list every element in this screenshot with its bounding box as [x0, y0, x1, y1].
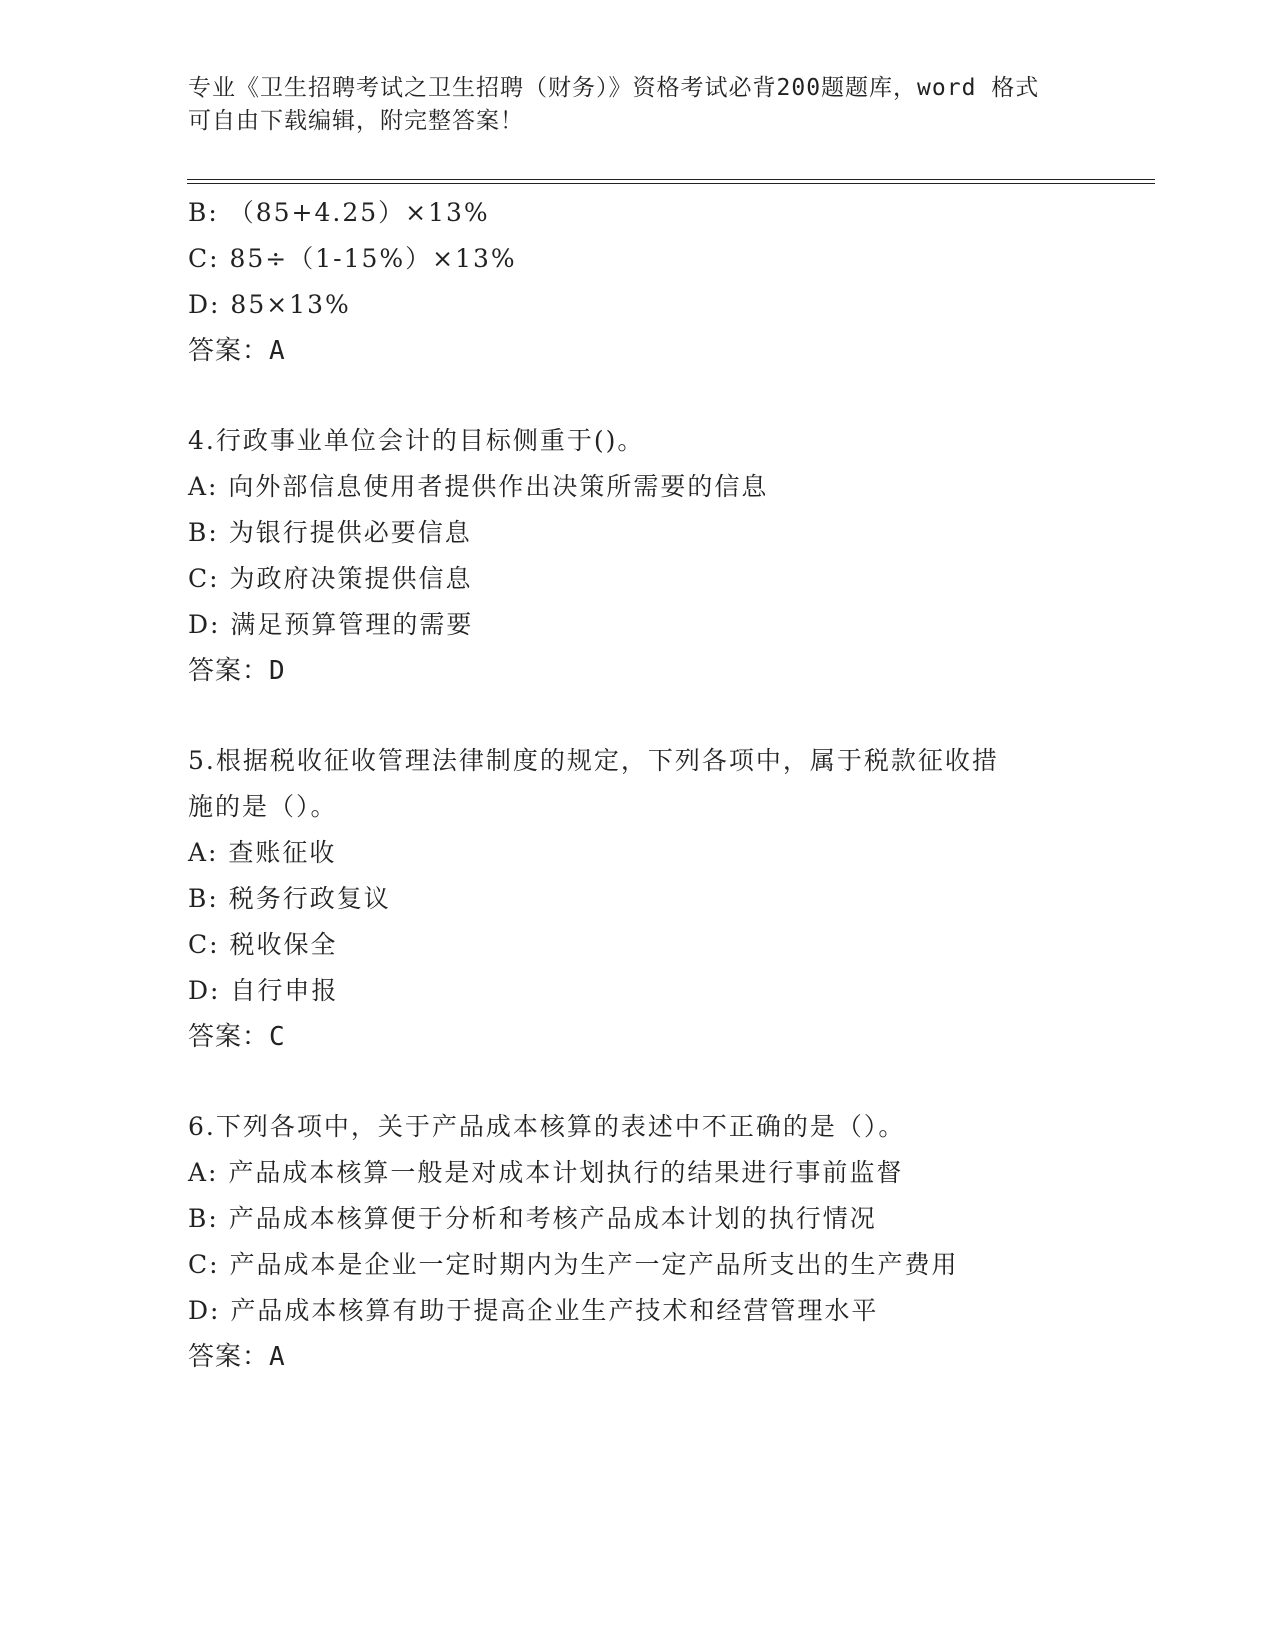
option-a: A: 查账征收 — [188, 838, 337, 867]
answer-value: A — [269, 336, 286, 366]
answer-line — [188, 1334, 1088, 1380]
question-text: 6.下列各项中，关于产品成本核算的表述中不正确的是（）。 — [188, 1112, 906, 1141]
answer-label: 答案： — [188, 656, 270, 686]
header-line-2: 可自由下载编辑，附完整答案！ — [188, 108, 524, 134]
document-header — [188, 72, 1088, 138]
spacer — [188, 694, 1088, 738]
question-3 — [188, 190, 1088, 374]
answer-label: 答案： — [188, 1342, 270, 1372]
answer-line — [188, 328, 1088, 374]
spacer — [188, 374, 1088, 418]
option-b: B: 为银行提供必要信息 — [188, 518, 472, 547]
answer-value: D — [269, 656, 286, 686]
question-6 — [188, 1104, 1088, 1380]
answer-label: 答案： — [188, 336, 270, 366]
header-divider-top — [187, 179, 1155, 180]
header-divider-bottom — [187, 183, 1155, 184]
option-a: A: 向外部信息使用者提供作出决策所需要的信息 — [188, 472, 769, 501]
option-c: C: 为政府决策提供信息 — [188, 564, 473, 593]
header-line-1: 专业《卫生招聘考试之卫生招聘（财务）》资格考试必背200题题库，word 格式 — [188, 75, 1040, 101]
option-c: C: 税收保全 — [188, 930, 338, 959]
option-d: D: 产品成本核算有助于提高企业生产技术和经营管理水平 — [188, 1296, 879, 1325]
option-d: D: 85×13% — [188, 290, 351, 319]
question-text: 4.行政事业单位会计的目标侧重于()。 — [188, 426, 645, 455]
option-b: B: 产品成本核算便于分析和考核产品成本计划的执行情况 — [188, 1204, 877, 1233]
option-c: C: 产品成本是企业一定时期内为生产一定产品所支出的生产费用 — [188, 1250, 959, 1279]
spacer — [188, 1060, 1088, 1104]
option-a: A: 产品成本核算一般是对成本计划执行的结果进行事前监督 — [188, 1158, 904, 1187]
option-d: D: 满足预算管理的需要 — [188, 610, 474, 639]
question-text-line-2: 施的是（）。 — [188, 792, 338, 821]
question-4 — [188, 418, 1088, 694]
option-c: C: 85÷（1-15%）×13% — [188, 244, 517, 273]
question-content — [188, 190, 1088, 1380]
answer-label: 答案： — [188, 1022, 270, 1052]
answer-line — [188, 648, 1088, 694]
question-5 — [188, 738, 1088, 1060]
answer-value: C — [269, 1022, 286, 1052]
option-b: B: （85+4.25）×13% — [188, 198, 490, 227]
question-text-line-1: 5.根据税收征收管理法律制度的规定，下列各项中，属于税款征收措 — [188, 746, 999, 775]
option-d: D: 自行申报 — [188, 976, 339, 1005]
answer-line — [188, 1014, 1088, 1060]
option-b: B: 税务行政复议 — [188, 884, 391, 913]
answer-value: A — [269, 1342, 286, 1372]
